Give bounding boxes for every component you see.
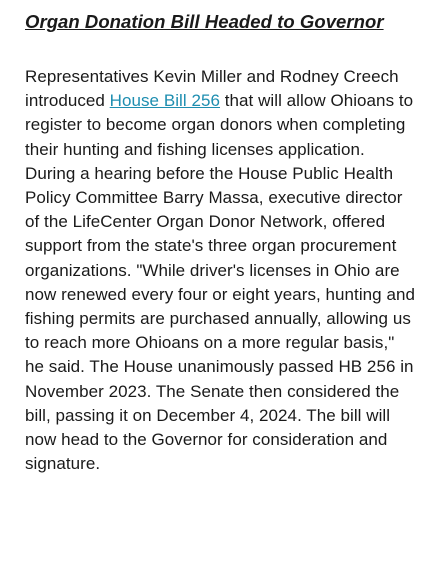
article-body bbox=[25, 65, 417, 476]
article bbox=[25, 9, 417, 476]
article-headline: Organ Donation Bill Headed to Governor bbox=[25, 11, 384, 32]
house-bill-256-link[interactable]: House Bill 256 bbox=[109, 91, 220, 111]
body-text-after-link: that will allow Ohioans to register to become organ donors when completing their hunting and fishing licenses application. During a hearing before the House Public Health Policy Committee Barry Massa, executive director of the LifeCenter Organ Donor Network, offered support from the state's three organ procurement organizations. "While driver's licenses in Ohio are now renewed every four or eight years, hunting and fishing permits are purchased annually, allowing us to reach more Ohioans on a more regular basis," he said. The House unanimously passed HB 256 in November 2023. The Senate then considered the bill, passing it on December 4, 2024. The bill will now head to the Governor for consideration and signature. bbox=[25, 91, 415, 474]
body-text-before-link: Representatives Kevin Miller and Rodney Creech introduced bbox=[25, 67, 399, 111]
